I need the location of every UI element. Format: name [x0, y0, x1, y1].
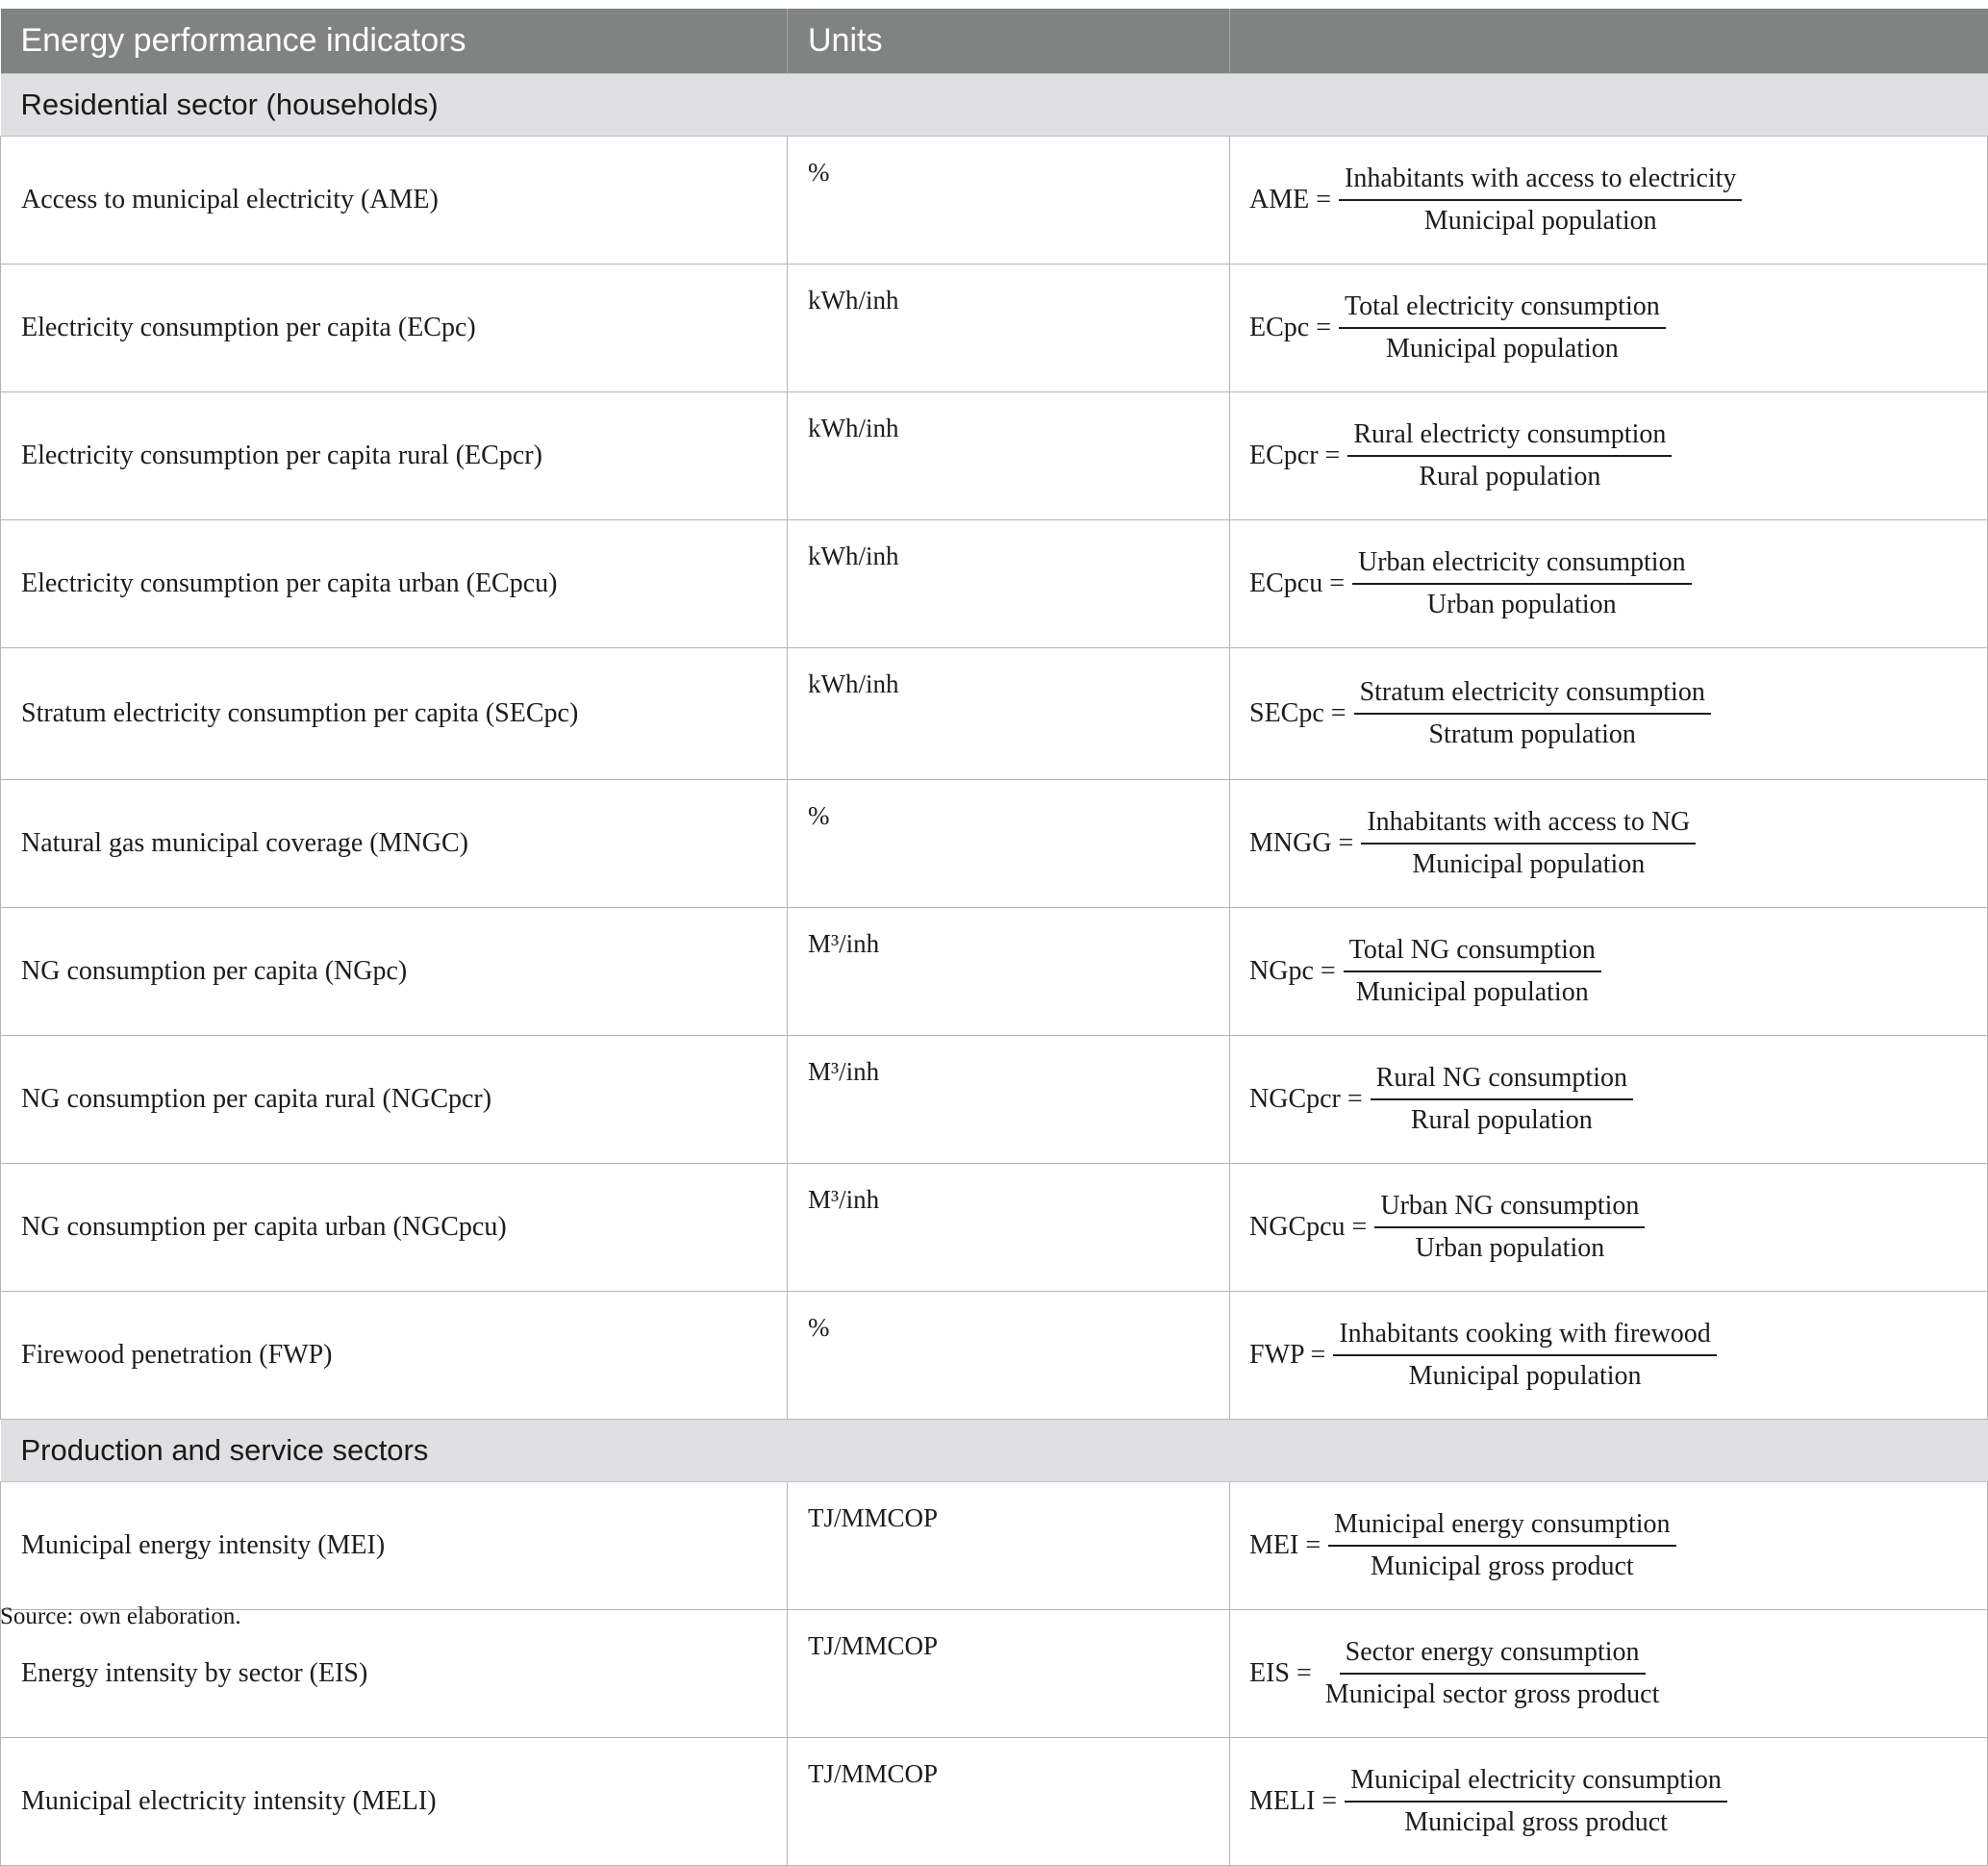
table-row	[1, 1738, 1988, 1866]
indicators-table	[0, 9, 1988, 1866]
formula-lhs: ECpc =	[1249, 313, 1331, 342]
formula-fraction	[1339, 290, 1666, 366]
indicator-unit: %	[788, 1292, 1230, 1420]
indicator-formula	[1230, 1610, 1988, 1738]
table-row	[1, 1292, 1988, 1420]
header-units: Units	[788, 9, 1230, 74]
table-row	[1, 1610, 1988, 1738]
indicator-name: Municipal electricity intensity (MELI)	[1, 1738, 788, 1866]
formula-denominator: Urban population	[1426, 590, 1617, 619]
formula-equation	[1249, 1636, 1665, 1711]
formula-numerator: Total NG consumption	[1344, 934, 1601, 972]
section-row	[1, 74, 1988, 137]
indicator-unit: M³/inh	[788, 908, 1230, 1036]
indicator-unit: TJ/MMCOP	[788, 1482, 1230, 1610]
indicator-name: Firewood penetration (FWP)	[1, 1292, 788, 1420]
indicator-name: NG consumption per capita urban (NGCpcu)	[1, 1164, 788, 1292]
formula-denominator: Rural population	[1419, 462, 1601, 492]
formula-fraction	[1352, 546, 1692, 621]
table-row	[1, 392, 1988, 520]
formula-equation	[1249, 290, 1666, 366]
formula-equation	[1249, 806, 1696, 881]
table-row	[1, 265, 1988, 392]
formula-denominator: Municipal population	[1385, 334, 1619, 364]
formula-fraction	[1374, 1190, 1645, 1265]
formula-lhs: ECpcu =	[1249, 568, 1345, 598]
formula-numerator: Municipal electricity consumption	[1345, 1764, 1727, 1803]
formula-lhs: EIS =	[1249, 1658, 1312, 1688]
indicator-name: Electricity consumption per capita urban (ECpcu)	[1, 520, 788, 648]
formula-equation	[1249, 1764, 1727, 1839]
formula-numerator: Rural electricty consumption	[1347, 418, 1672, 457]
formula-numerator: Inhabitants with access to NG	[1361, 806, 1696, 845]
indicator-formula	[1230, 780, 1988, 908]
formula-equation	[1249, 546, 1692, 621]
formula-denominator: Municipal population	[1408, 1361, 1642, 1391]
formula-numerator: Inhabitants cooking with firewood	[1333, 1318, 1716, 1356]
indicator-name: Stratum electricity consumption per capita (SECpc)	[1, 648, 788, 780]
formula-lhs: MNGG =	[1249, 828, 1354, 858]
indicator-unit: kWh/inh	[788, 648, 1230, 780]
formula-numerator: Urban NG consumption	[1374, 1190, 1645, 1228]
header-formula	[1230, 9, 1988, 74]
header-indicators: Energy performance indicators	[1, 9, 788, 74]
formula-fraction	[1344, 934, 1601, 1009]
formula-denominator: Municipal sector gross product	[1324, 1679, 1660, 1709]
formula-fraction	[1371, 1062, 1633, 1137]
indicator-formula	[1230, 392, 1988, 520]
indicator-unit: TJ/MMCOP	[788, 1738, 1230, 1866]
formula-numerator: Urban electricity consumption	[1352, 546, 1692, 585]
table-row	[1, 1164, 1988, 1292]
formula-equation	[1249, 418, 1672, 493]
indicator-unit: kWh/inh	[788, 392, 1230, 520]
formula-numerator: Sector energy consumption	[1340, 1636, 1646, 1675]
formula-fraction	[1320, 1636, 1666, 1711]
indicator-formula	[1230, 137, 1988, 265]
formula-fraction	[1328, 1508, 1675, 1583]
indicator-formula	[1230, 1292, 1988, 1420]
formula-equation	[1249, 1318, 1717, 1393]
formula-lhs: MEI =	[1249, 1530, 1321, 1560]
indicator-name: Natural gas municipal coverage (MNGC)	[1, 780, 788, 908]
indicator-formula	[1230, 1482, 1988, 1610]
formula-numerator: Municipal energy consumption	[1328, 1508, 1675, 1547]
formula-numerator: Total electricity consumption	[1339, 290, 1666, 329]
indicator-formula	[1230, 265, 1988, 392]
indicator-unit: %	[788, 780, 1230, 908]
formula-fraction	[1345, 1764, 1727, 1839]
indicator-unit: kWh/inh	[788, 520, 1230, 648]
table-row	[1, 1482, 1988, 1610]
formula-fraction	[1361, 806, 1696, 881]
table-row	[1, 520, 1988, 648]
indicator-formula	[1230, 520, 1988, 648]
formula-numerator: Inhabitants with access to electricity	[1339, 163, 1742, 201]
formula-equation	[1249, 1190, 1645, 1265]
table-row	[1, 908, 1988, 1036]
indicator-unit: %	[788, 137, 1230, 265]
formula-denominator: Rural population	[1410, 1105, 1593, 1135]
formula-equation	[1249, 1508, 1676, 1583]
indicator-name: Electricity consumption per capita (ECpc)	[1, 265, 788, 392]
table-row	[1, 1036, 1988, 1164]
formula-lhs: NGCpcr =	[1249, 1084, 1363, 1114]
indicator-name: Access to municipal electricity (AME)	[1, 137, 788, 265]
formula-denominator: Municipal population	[1412, 849, 1646, 879]
formula-fraction	[1339, 163, 1742, 238]
formula-denominator: Urban population	[1415, 1233, 1605, 1263]
section-row	[1, 1420, 1988, 1482]
table-row	[1, 648, 1988, 780]
formula-equation	[1249, 163, 1742, 238]
formula-lhs: NGpc =	[1249, 956, 1336, 986]
indicator-formula	[1230, 908, 1988, 1036]
indicator-name: NG consumption per capita rural (NGCpcr)	[1, 1036, 788, 1164]
formula-numerator: Rural NG consumption	[1371, 1062, 1633, 1100]
table-row	[1, 780, 1988, 908]
indicator-name: Electricity consumption per capita rural (ECpcr)	[1, 392, 788, 520]
formula-denominator: Municipal gross product	[1370, 1551, 1634, 1581]
section-title: Residential sector (households)	[1, 74, 1988, 137]
formula-lhs: MELI =	[1249, 1786, 1338, 1816]
indicator-name: Municipal energy intensity (MEI)	[1, 1482, 788, 1610]
table-header	[1, 9, 1988, 74]
formula-lhs: FWP =	[1249, 1340, 1326, 1370]
indicator-formula	[1230, 648, 1988, 780]
formula-equation	[1249, 934, 1601, 1009]
source-note: Source: own elaboration.	[0, 1603, 241, 1629]
indicator-name: Energy intensity by sector (EIS)	[1, 1610, 788, 1738]
formula-lhs: SECpc =	[1249, 698, 1346, 728]
indicator-unit: kWh/inh	[788, 265, 1230, 392]
formula-numerator: Stratum electricity consumption	[1354, 676, 1711, 715]
formula-denominator: Municipal population	[1423, 206, 1657, 236]
formula-lhs: AME =	[1249, 185, 1332, 214]
formula-fraction	[1333, 1318, 1716, 1393]
formula-equation	[1249, 676, 1711, 751]
indicator-formula	[1230, 1738, 1988, 1866]
formula-denominator: Stratum population	[1428, 719, 1636, 749]
formula-denominator: Municipal gross product	[1404, 1807, 1668, 1837]
formula-fraction	[1347, 418, 1672, 493]
indicator-formula	[1230, 1036, 1988, 1164]
indicator-name: NG consumption per capita (NGpc)	[1, 908, 788, 1036]
formula-equation	[1249, 1062, 1633, 1137]
formula-lhs: ECpcr =	[1249, 441, 1341, 470]
table-body	[1, 74, 1988, 1866]
indicator-formula	[1230, 1164, 1988, 1292]
indicator-unit: M³/inh	[788, 1164, 1230, 1292]
formula-fraction	[1354, 676, 1711, 751]
indicator-unit: M³/inh	[788, 1036, 1230, 1164]
indicator-unit: TJ/MMCOP	[788, 1610, 1230, 1738]
section-title: Production and service sectors	[1, 1420, 1988, 1482]
formula-lhs: NGCpcu =	[1249, 1212, 1368, 1242]
table-row	[1, 137, 1988, 265]
formula-denominator: Municipal population	[1355, 977, 1589, 1007]
